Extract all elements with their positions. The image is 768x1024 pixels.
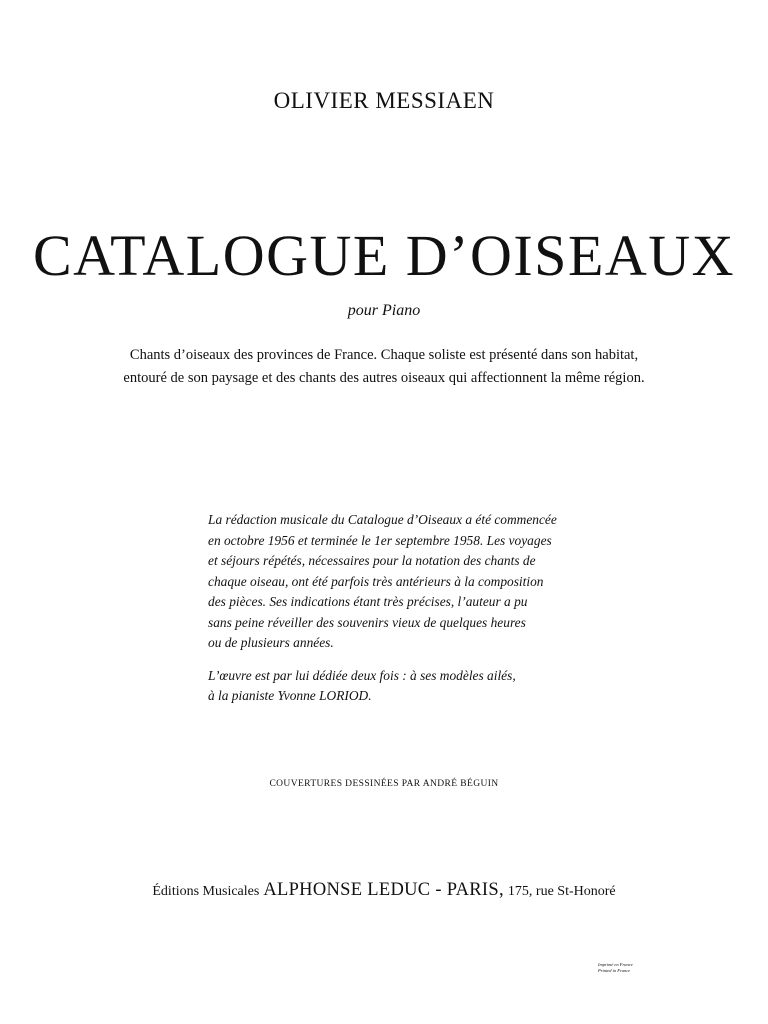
- composer-name: OLIVIER MESSIAEN: [273, 88, 495, 113]
- notes-line: chaque oiseau, ont été parfois très antérieurs à la composition: [208, 573, 544, 589]
- publisher-address: 175, rue St-Honoré: [507, 884, 616, 899]
- printed-in-line: Printed in France: [598, 968, 631, 973]
- printed-in-line: Imprimé en France: [598, 962, 633, 967]
- notes-line: La rédaction musicale du Catalogue d’Oiseaux a été commencée: [208, 512, 557, 527]
- publisher-name: ALPHONSE LEDUC - PARIS,: [263, 880, 504, 900]
- notes-line: ou de plusieurs années.: [208, 635, 334, 650]
- notes-paragraph-2: [208, 666, 566, 707]
- dedication-line: à la pianiste Yvonne LORIOD.: [208, 688, 372, 703]
- printed-in-stamp: [598, 962, 658, 974]
- subtitle-description: [60, 344, 708, 390]
- notes-paragraph-1: [208, 510, 566, 654]
- composition-notes: [208, 510, 566, 707]
- dedication-line: L’œuvre est par lui dédiée deux fois : à ses modèles ailés,: [208, 667, 516, 683]
- notes-line: sans peine réveiller des souvenirs vieux de quelques heures: [208, 614, 526, 630]
- publisher-line: [0, 880, 768, 901]
- notes-line: des pièces. Ses indications étant très précises, l’auteur a pu: [208, 594, 528, 609]
- subtitle-line: Chants d’oiseaux des provinces de France. Chaque soliste est présenté dans son habitat,: [129, 347, 639, 363]
- notes-line: et séjours répétés, nécessaires pour la notation des chants de: [208, 553, 536, 568]
- cover-credit: COUVERTURES DESSINÉES PAR ANDRÉ BÉGUIN: [269, 779, 499, 789]
- notes-line: en octobre 1956 et terminée le 1er septembre 1958. Les voyages: [208, 532, 552, 548]
- publisher-prefix: Éditions Musicales: [152, 884, 260, 899]
- work-title: CATALOGUE D’OISEAUX: [32, 223, 736, 288]
- instrumentation: pour Piano: [347, 302, 421, 319]
- subtitle-line: entouré de son paysage et des chants des autres oiseaux qui affectionnent la même région.: [123, 370, 645, 386]
